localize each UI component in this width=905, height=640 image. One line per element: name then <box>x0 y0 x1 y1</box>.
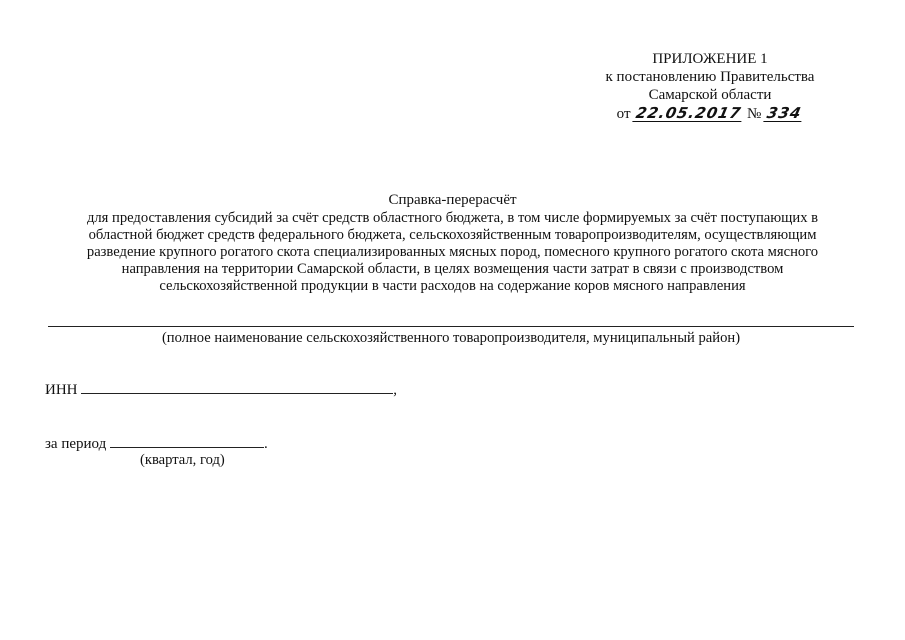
period-blank-field[interactable] <box>110 434 264 448</box>
period-suffix: . <box>264 436 268 452</box>
inn-row <box>45 380 397 399</box>
appendix-region-line: Самарской области <box>648 87 772 103</box>
number-prefix: № <box>746 106 762 122</box>
appendix-resolution-line: к постановлению Правительства <box>605 69 815 85</box>
title-line-2: областной бюджет средств федерального бюджета, сельскохозяйственным товаропроизводителям, осуществляющим <box>88 227 817 243</box>
appendix-title: ПРИЛОЖЕНИЕ 1 <box>652 51 768 67</box>
handwritten-date: 22.05.2017 <box>634 104 744 122</box>
inn-blank-field[interactable] <box>81 380 393 394</box>
appendix-date-line <box>560 105 860 123</box>
fullname-blank-line[interactable] <box>48 326 854 327</box>
period-label: за период <box>45 436 107 452</box>
period-row <box>45 434 268 453</box>
title-line-3: разведение крупного рогатого скота специализированных мясных пород, помесного крупного рогатого скота мясного <box>86 244 819 260</box>
document-title-block <box>30 192 875 295</box>
title-line-1: для предоставления субсидий за счёт средств областного бюджета, в том числе формируемых за счёт поступающих в <box>86 210 819 226</box>
document-heading: Справка-перерасчёт <box>388 192 517 208</box>
period-caption: (квартал, год) <box>140 452 225 468</box>
title-line-5: сельскохозяйственной продукции в части расходов на содержание коров мясного направления <box>159 278 746 294</box>
inn-suffix: , <box>393 382 397 398</box>
handwritten-number: 334 <box>765 104 804 122</box>
inn-label: ИНН <box>45 382 78 398</box>
appendix-block <box>560 50 860 123</box>
fullname-caption: (полное наименование сельскохозяйственного товаропроизводителя, муниципальный район) <box>161 330 741 346</box>
title-line-4: направления на территории Самарской области, в целях возмещения части затрат в связи с производством <box>121 261 784 277</box>
date-prefix: от <box>616 106 631 122</box>
